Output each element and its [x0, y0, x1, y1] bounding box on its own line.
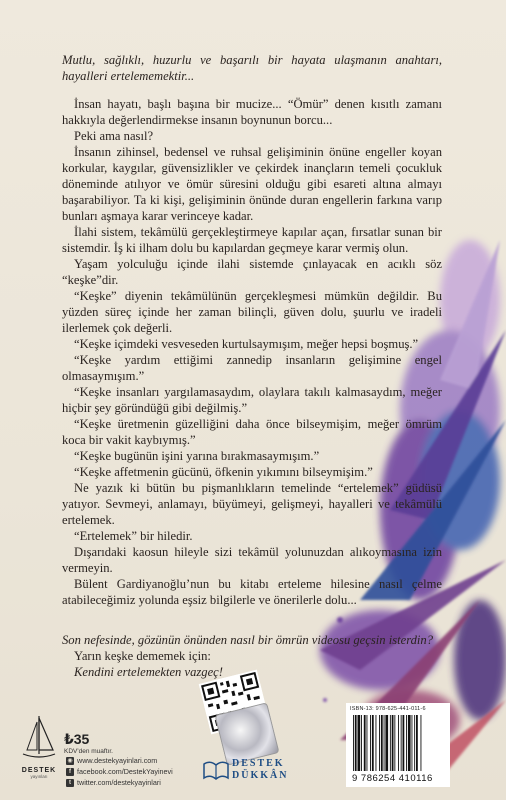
tax-note: KDV'den muaftır. — [64, 748, 113, 755]
web-link[interactable]: www.destekyayinlari.com — [77, 756, 158, 765]
isbn-barcode — [346, 703, 450, 787]
paragraph: Bülent Gardiyanoğlu’nun bu kitabı erteleme hilesine nasıl çelme atabileceğimiz yolunda eşsiz bilgilerle ve önerilerle dolu... — [62, 577, 442, 607]
price-amount: ₺35 — [64, 731, 90, 747]
paragraph: “Ertelemek” bir hiledir. — [74, 529, 193, 543]
store-name-line1: DESTEK — [232, 758, 285, 769]
store-name-line2: DÜKKÂN — [232, 770, 289, 781]
paragraph: “Keşke” diyenin tekâmülünün gerçekleşmesi mümkün değildir. Bu yüzden süreç içinde her zaman bilinçli, güven dolu, şuurlu ve iradeli ilerlemek çok değerli. — [62, 289, 442, 335]
store-logo — [202, 756, 322, 786]
facebook-link-row[interactable] — [66, 766, 173, 777]
paragraph: “Keşke affetmenin gücünü, öfkenin yıkımını bilseymişim.” — [74, 465, 373, 479]
publisher-name: DESTEK — [21, 767, 57, 774]
paragraph: Yaşam yolculuğu içinde ilahi sistemde çınlayacak en acıklı söz “keşke”dir. — [62, 257, 442, 287]
twitter-link-row[interactable] — [66, 777, 173, 788]
paragraph: “Keşke bugünün işini yarına bırakmasaymışım.” — [74, 449, 320, 463]
open-book-icon — [202, 756, 230, 784]
paragraph: İlahi sistem, tekâmülü gerçekleştirmeye kapılar açan, fırsatlar sunan bir sistemdir. İş ki ilham dolu bu kapılardan geçmeye karar vermiş olun. — [62, 225, 442, 255]
tagline-text: Mutlu, sağlıklı, huzurlu ve başarılı bir hayata ulaşmanın anahtarı, hayalleri ertelememektir... — [62, 53, 442, 83]
publisher-logo — [16, 712, 62, 792]
paragraph: Dışarıdaki kaosun hileyle sizi tekâmül yolunuzdan alıkoymasına izin vermeyin. — [62, 545, 442, 575]
blurb-body — [62, 96, 442, 608]
twitter-link[interactable]: twitter.com/destekyayinlari — [77, 778, 161, 787]
globe-icon: ◉ — [67, 757, 73, 764]
paragraph: “Keşke insanları yargılamasaydım, olaylara takılı kalmasaydım, meğer hiçbir şey göründüğü gibi değilmiş.” — [62, 385, 442, 415]
sailboat-icon — [19, 712, 59, 762]
closing-question: Son nefesinde, gözünün önünden nasıl bir ömrün videosu geçsin isterdin? — [62, 633, 434, 647]
paragraph: İnsan hayatı, başlı başına bir mucize... “Ömür” denen kısıtlı zamanı hakkıyla değerlendirmekse insanın boynunun borcu... — [62, 97, 442, 127]
facebook-icon: f — [66, 768, 74, 776]
isbn-digits: 9 786254 410116 — [352, 773, 433, 784]
closing-line: Yarın keşke dememek için: — [74, 649, 211, 663]
closing-slogan: Kendini ertelemekten vazgeç! — [74, 665, 223, 679]
tagline — [62, 52, 442, 84]
isbn-label: ISBN-13: 978-625-441-011-6 — [350, 706, 426, 712]
paragraph: Ne yazık ki bütün bu pişmanlıkların temelinde “ertelemek” güdüsü yatıyor. Sevmeyi, anlamayı, büyümeyi, gelişmeyi, hayalleri ve tekâmülü ertelemek. — [62, 481, 442, 527]
twitter-icon: t — [66, 779, 74, 787]
barcode-icon — [351, 715, 445, 771]
paragraph: İnsanın zihinsel, bedensel ve ruhsal gelişiminin önüne engeller koyan korkular, kaygılar, güvensizlikler ve çekirdek inançların temeli çocukluk döneminde atılıyor ve ömür süresini olduğu gibi esareti altına almayı başarabiliyor. Ta ki kişi, gelişiminin önünde duran engellerin farkına varıp bunları aşmaya karar verinceye kadar. — [62, 145, 442, 223]
paragraph: “Keşke içimdeki vesveseden kurtulsaymışım, meğer hepsi boşmuş.” — [74, 337, 419, 351]
paragraph: Peki ama nasıl? — [74, 129, 154, 143]
contact-links — [66, 755, 173, 788]
publisher-sub: yayınları — [30, 774, 48, 779]
price-tag — [64, 731, 113, 755]
paragraph: “Keşke üretmenin güzelliğini daha önce bilseymişim, meğer ömrüm koca bir vakit kaybıymış.” — [62, 417, 442, 447]
facebook-link[interactable]: facebook.com/DestekYayinevi — [77, 767, 173, 776]
web-link-row[interactable] — [66, 755, 173, 766]
paragraph: “Keşke yardım ettiğimi zannedip insanların gelişimine engel olmasaymışım.” — [62, 353, 442, 383]
